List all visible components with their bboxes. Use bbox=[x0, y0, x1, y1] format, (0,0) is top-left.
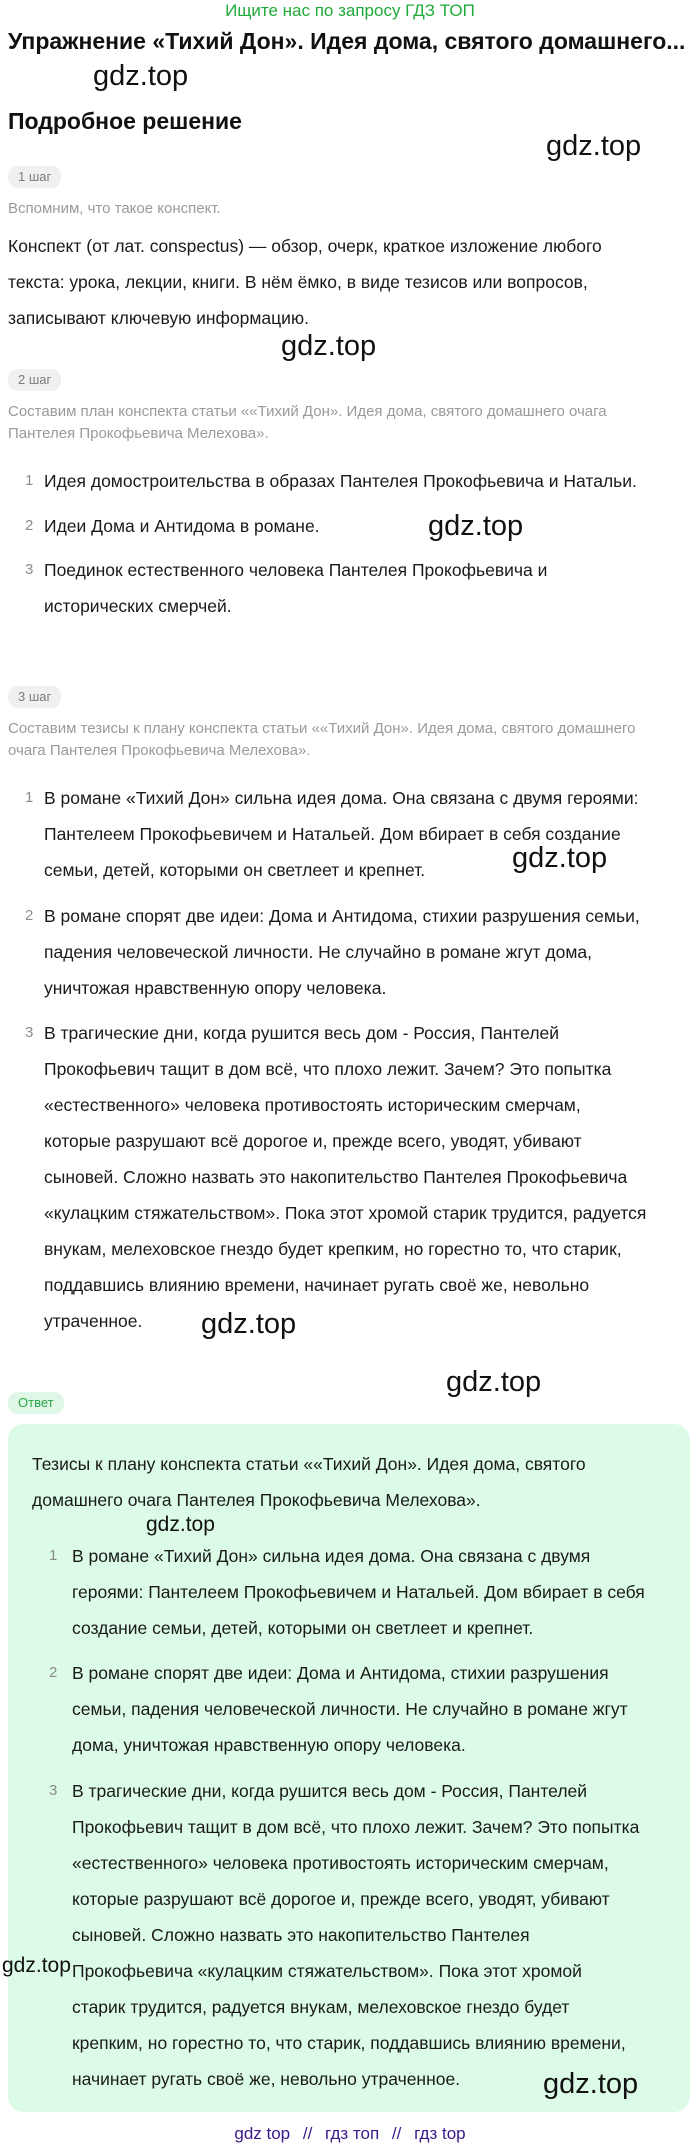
list-number: 3 bbox=[25, 1024, 34, 1041]
step-3-hint bbox=[8, 718, 635, 762]
answer-intro bbox=[32, 1446, 586, 1518]
list-number: 3 bbox=[49, 1782, 58, 1799]
list-number: 2 bbox=[49, 1664, 58, 1681]
text-line: текста: урока, лекции, книги. В нём ёмко, в виде тезисов или вопросов, bbox=[8, 272, 588, 292]
list-text: Идея домостроительства в образах Пантелея Прокофьевича и Натальи. bbox=[44, 471, 637, 491]
list-item bbox=[49, 1538, 679, 1646]
text-line: утраченное. bbox=[44, 1311, 143, 1331]
list-number: 1 bbox=[25, 472, 34, 489]
text-line: начинает ругать своё же, невольно утраченное. bbox=[72, 2069, 461, 2089]
list-number: 3 bbox=[25, 561, 34, 578]
text-line: семьи, падения человеческой личности. Не случайно в романе жгут bbox=[72, 1699, 628, 1719]
footer-links bbox=[0, 2124, 700, 2144]
hint-line: очага Пантелея Прокофьевича Мелехова». bbox=[8, 742, 311, 759]
text-line: падения человеческой личности. Не случайно в романе жгут дома, bbox=[44, 942, 592, 962]
list-text bbox=[44, 552, 547, 624]
watermark: gdz.top bbox=[428, 510, 524, 542]
text-line: создание семьи, детей, которыми он светлеет и крепнет. bbox=[72, 1618, 534, 1638]
text-line: дома, уничтожая нравственную опору человека. bbox=[72, 1735, 466, 1755]
text-line: В трагические дни, когда рушится весь дом - Россия, Пантелей bbox=[72, 1781, 588, 1801]
text-line: внукам, мелеховское гнездо будет крепким, но горестно то, что старик, bbox=[44, 1239, 622, 1259]
watermark: gdz.top bbox=[201, 1308, 297, 1340]
text-line: поддавшись влиянию времени, начинает ругать своё же, невольно bbox=[44, 1275, 590, 1295]
list-item bbox=[49, 1773, 689, 2097]
list-text bbox=[72, 1773, 639, 2097]
footer-link[interactable]: гдз top bbox=[414, 2124, 466, 2143]
text-line: «кулацким стяжательством». Пока этот хромой старик трудится, радуется bbox=[44, 1203, 647, 1223]
text-line: сыновей. Сложно назвать это накопительство Пантелея bbox=[72, 1925, 530, 1945]
list-number: 1 bbox=[49, 1547, 58, 1564]
text-line: В романе спорят две идеи: Дома и Антидома, стихии разрушения bbox=[72, 1663, 609, 1683]
text-line: Конспект (от лат. conspectus) — обзор, очерк, краткое изложение любого bbox=[8, 236, 602, 256]
text-line: В романе спорят две идеи: Дома и Антидома, стихии разрушения семьи, bbox=[44, 906, 640, 926]
footer-separator: // bbox=[302, 2124, 313, 2143]
watermark: gdz.top bbox=[446, 1366, 542, 1398]
hint-line: Составим тезисы к плану конспекта статьи ««Тихий Дон». Идея дома, святого домашнего bbox=[8, 720, 636, 737]
watermark: gdz.top bbox=[281, 330, 377, 362]
footer-separator: // bbox=[391, 2124, 402, 2143]
step-1-hint: Вспомним, что такое конспект. bbox=[8, 200, 221, 217]
hint-line: Пантелея Прокофьевича Мелехова». bbox=[8, 425, 269, 442]
step-3-label: 3 шаг bbox=[8, 686, 61, 708]
watermark: gdz.top bbox=[543, 2068, 639, 2100]
search-banner[interactable]: Ищите нас по запросу ГДЗ ТОП bbox=[225, 1, 475, 20]
text-line: Пантелеем Прокофьевичем и Натальей. Дом вбирает в себя создание bbox=[44, 824, 621, 844]
list-number: 2 bbox=[25, 907, 34, 924]
step-2-label: 2 шаг bbox=[8, 369, 61, 391]
text-line: крепким, но горестно то, что старик, поддавшись влиянию времени, bbox=[72, 2033, 626, 2053]
step-1-label: 1 шаг bbox=[8, 166, 61, 188]
text-line: Прокофьевич тащит в дом всё, что плохо лежит. Зачем? Это попытка bbox=[44, 1059, 612, 1079]
list-item bbox=[49, 1655, 679, 1763]
text-line: Прокофьевич тащит в дом всё, что плохо лежит. Зачем? Это попытка bbox=[72, 1817, 640, 1837]
text-line: Тезисы к плану конспекта статьи ««Тихий Дон». Идея дома, святого bbox=[32, 1454, 586, 1474]
list-text bbox=[72, 1655, 628, 1763]
watermark: gdz.top bbox=[93, 60, 189, 92]
text-line: старик трудится, радуется внукам, мелеховское гнездо будет bbox=[72, 1997, 570, 2017]
list-text bbox=[72, 1538, 645, 1646]
watermark: gdz.top bbox=[512, 842, 608, 874]
list-item bbox=[25, 898, 685, 1006]
watermark: gdz.top bbox=[2, 1954, 71, 1977]
list-text bbox=[44, 1015, 646, 1339]
text-line: В романе «Тихий Дон» сильна идея дома. Она связана с двумя bbox=[72, 1546, 591, 1566]
text-line: героями: Пантелеем Прокофьевичем и Натальей. Дом вбирает в себя bbox=[72, 1582, 645, 1602]
list-text: Идеи Дома и Антидома в романе. bbox=[44, 516, 320, 536]
footer-link[interactable]: gdz top bbox=[234, 2124, 291, 2143]
page-title: Упражнение «Тихий Дон». Идея дома, святого домашнего... bbox=[8, 28, 686, 54]
text-line: сыновей. Сложно назвать это накопительство Пантелея Прокофьевича bbox=[44, 1167, 628, 1187]
list-item bbox=[25, 508, 685, 544]
text-line: Прокофьевича «кулацким стяжательством». Пока этот хромой bbox=[72, 1961, 582, 1981]
text-line: В романе «Тихий Дон» сильна идея дома. Она связана с двумя героями: bbox=[44, 788, 639, 808]
text-line: уничтожая нравственную опору человека. bbox=[44, 978, 387, 998]
watermark: gdz.top bbox=[146, 1513, 215, 1536]
step-2-hint bbox=[8, 401, 607, 445]
watermark: gdz.top bbox=[546, 130, 642, 162]
text-line: которые разрушают всё дорогое и, прежде всего, уводят, убивают bbox=[44, 1131, 582, 1151]
text-line: «естественного» человека противостоять историческим смерчам, bbox=[44, 1095, 581, 1115]
list-item bbox=[25, 1015, 695, 1339]
list-text bbox=[44, 898, 640, 1006]
text-line: В трагические дни, когда рушится весь дом - Россия, Пантелей bbox=[44, 1023, 560, 1043]
text-line: семьи, детей, которыми он светлеет и крепнет. bbox=[44, 860, 426, 880]
list-number: 1 bbox=[25, 789, 34, 806]
text-line: записывают ключевую информацию. bbox=[8, 308, 309, 328]
list-item bbox=[25, 463, 685, 499]
footer-link[interactable]: гдз топ bbox=[325, 2124, 380, 2143]
text-line: «естественного» человека противостоять историческим смерчам, bbox=[72, 1853, 609, 1873]
hint-line: Составим план конспекта статьи ««Тихий Дон». Идея дома, святого домашнего очага bbox=[8, 403, 607, 420]
text-line: которые разрушают всё дорогое и, прежде всего, уводят, убивают bbox=[72, 1889, 610, 1909]
step-1-text bbox=[8, 228, 602, 336]
text-line: Поединок естественного человека Пантелея Прокофьевича и bbox=[44, 560, 548, 580]
list-number: 2 bbox=[25, 517, 34, 534]
text-line: исторических смерчей. bbox=[44, 596, 232, 616]
section-heading: Подробное решение bbox=[8, 108, 242, 134]
answer-label: Ответ bbox=[8, 1392, 64, 1414]
list-item bbox=[25, 552, 685, 624]
text-line: домашнего очага Пантелея Прокофьевича Мелехова». bbox=[32, 1490, 481, 1510]
